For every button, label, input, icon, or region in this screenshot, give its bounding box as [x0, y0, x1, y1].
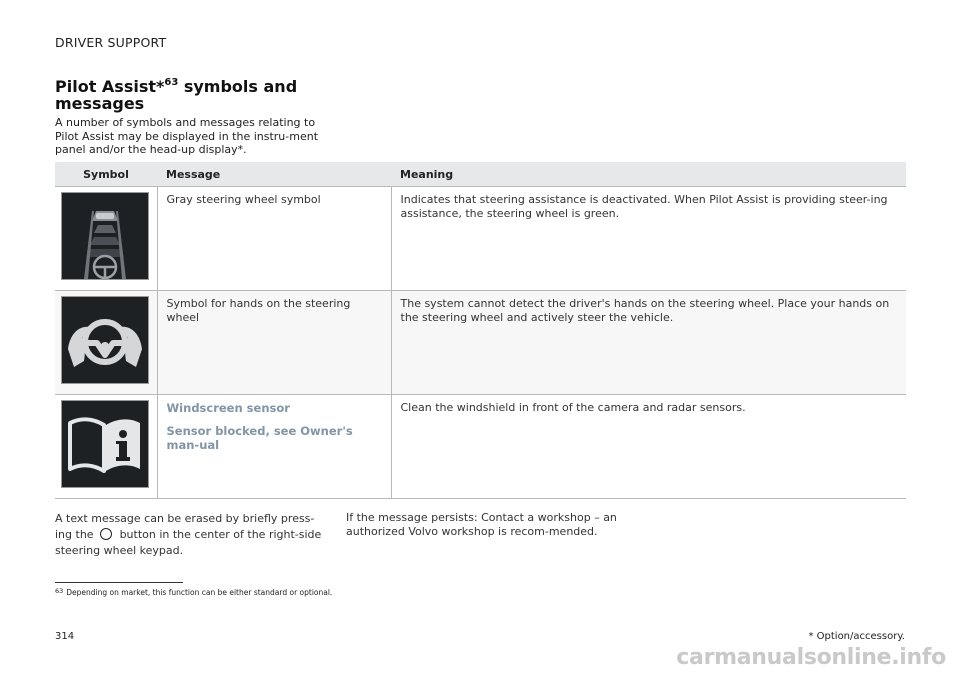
body-text-right: If the message persists: Contact a workshop – an authorized Volvo workshop is recom-mended. — [346, 511, 617, 538]
message-cell: Symbol for hands on the steering wheel — [157, 291, 391, 395]
meaning-cell: Indicates that steering assistance is deactivated. When Pilot Assist is providing steer-ing assistance, the steering wheel is green. — [391, 187, 906, 291]
column-header-symbol: Symbol — [55, 162, 157, 187]
page-title: Pilot Assist*$^{63}$ symbols and messages — [55, 77, 298, 113]
body-text-left: A text message can be erased by briefly press-ing the button in the center of the right-side steering wheel keypad. — [55, 512, 322, 557]
symbol-cell — [55, 187, 157, 291]
table-row — [55, 395, 906, 499]
footnote-text: Depending on market, this function can be either standard or optional. — [66, 588, 333, 597]
message-title: Windscreen sensor — [166, 401, 290, 415]
option-accessory-note: * Option/accessory. — [808, 631, 905, 642]
message-subtitle: Sensor blocked, see Owner's man-ual — [166, 424, 353, 452]
footnote — [55, 587, 332, 597]
meaning-cell: Clean the windshield in front of the camera and radar sensors. — [391, 395, 906, 499]
steering-wheel-button-icon — [100, 528, 112, 540]
owners-manual-info-icon — [61, 400, 149, 488]
symbol-cell — [55, 291, 157, 395]
steering-assist-road-icon — [61, 192, 149, 280]
watermark: carmanualsonline.info — [676, 645, 946, 670]
table-header-row — [55, 162, 906, 187]
message-cell — [157, 395, 391, 499]
table-row — [55, 291, 906, 395]
meaning-cell: The system cannot detect the driver's hands on the steering wheel. Place your hands on the steering wheel and actively steer the vehicle. — [391, 291, 906, 395]
symbol-cell — [55, 395, 157, 499]
footnote-number: 63 — [55, 587, 64, 595]
section-header: DRIVER SUPPORT — [55, 35, 167, 50]
column-header-message: Message — [157, 162, 391, 187]
title-footnote-ref: 63 — [164, 77, 179, 88]
hands-on-steering-wheel-icon — [61, 296, 149, 384]
symbols-table — [55, 162, 906, 499]
message-cell: Gray steering wheel symbol — [157, 187, 391, 291]
column-header-meaning: Meaning — [391, 162, 906, 187]
page-number: 314 — [55, 631, 75, 642]
intro-text: A number of symbols and messages relating to Pilot Assist may be displayed in the instru-ment panel and/or the head-up display*. — [55, 116, 319, 156]
footnote-divider — [55, 582, 183, 583]
table-row — [55, 187, 906, 291]
